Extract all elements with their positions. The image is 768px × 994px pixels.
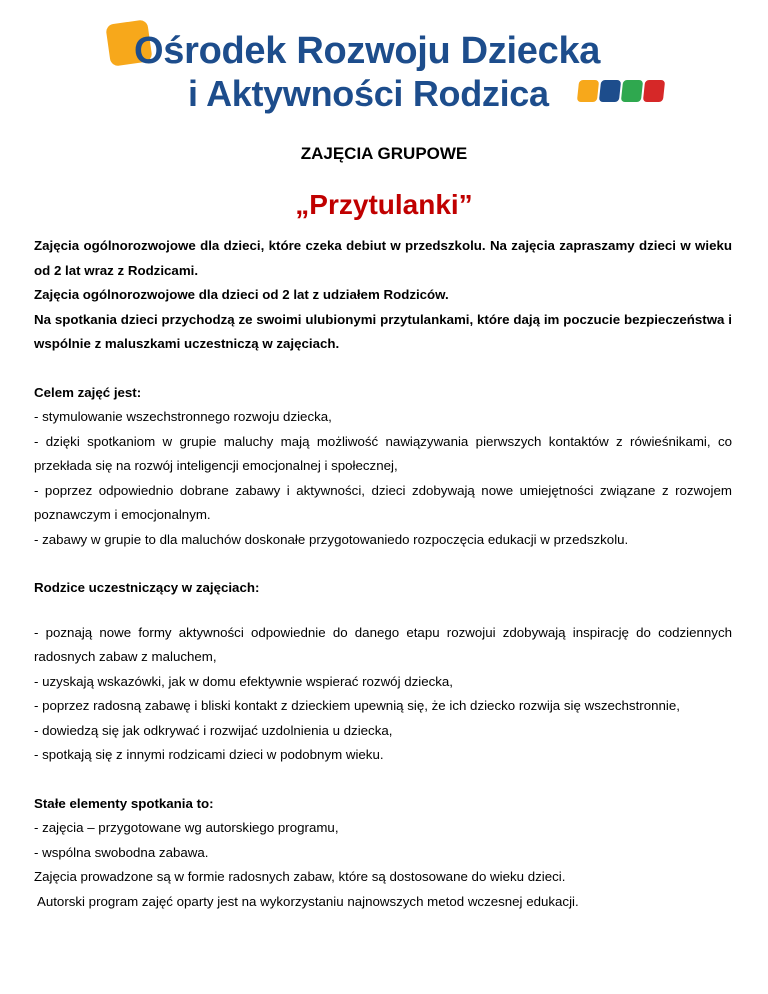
logo: [108, 14, 708, 114]
intro-paragraph-1: Zajęcia ogólnorozwojowe dla dzieci, które czeka debiut w przedszkolu. Na zajęcia zapraszamy dzieci w wieku od 2 lat wraz z Rodzicami.: [34, 238, 732, 278]
section-heading: ZAJĘCIA GRUPOWE: [300, 144, 468, 163]
elements-item: - wspólna swobodna zabawa.: [34, 844, 209, 860]
parents-heading: Rodzice uczestniczący w zajęciach:: [34, 580, 260, 595]
logo-block-green: [621, 80, 643, 102]
document-body: [34, 234, 732, 914]
parents-item: - poprzez radosną zabawę i bliski kontakt z dzieckiem upewnią się, że ich dziecko rozwija się wszechstronnie,: [34, 698, 680, 713]
parents-item: - uzyskają wskazówki, jak w domu efektywnie wspierać rozwój dziecka,: [34, 673, 454, 689]
logo-block-blue: [599, 80, 621, 102]
goals-item: - dzięki spotkaniom w grupie maluchy mają możliwość nawiązywania pierwszych kontaktów z rówieśnikami, co przekłada się na rozwój inteligencji emocjonalnej i społecznej,: [34, 433, 732, 473]
logo-color-blocks: [578, 80, 666, 106]
intro-paragraph-2: Zajęcia ogólnorozwojowe dla dzieci od 2 lat z udziałem Rodziców.: [34, 287, 449, 302]
elements-item: - zajęcia – przygotowane wg autorskiego programu,: [34, 820, 339, 835]
logo-text-line2: i Aktywności Rodzica: [188, 73, 549, 114]
closing-paragraph-2: Autorski program zajęć oparty jest na wykorzystaniu najnowszych metod wczesnej edukacji.: [34, 893, 579, 909]
elements-heading: Stałe elementy spotkania to:: [34, 795, 214, 811]
goals-item: - stymulowanie wszechstronnego rozwoju dziecka,: [34, 409, 332, 424]
closing-paragraph-1: Zajęcia prowadzone są w formie radosnych zabaw, które są dostosowane do wieku dzieci.: [34, 869, 566, 884]
page-title: „Przytulanki”: [295, 189, 473, 220]
parents-item: - dowiedzą się jak odkrywać i rozwijać uzdolnienia u dziecka,: [34, 722, 393, 738]
goals-item: - poprzez odpowiednio dobrane zabawy i aktywności, dzieci zdobywają nowe umiejętności związane z rozwojem poznawczym i emocjonalnym.: [34, 482, 732, 522]
intro-paragraph-3: Na spotkania dzieci przychodzą ze swoimi ulubionymi przytulankami, które dają im poczucie bezpieczeństwa i wspólnie z maluszkami uczestniczą w zajęciach.: [34, 311, 732, 351]
goals-heading: Celem zajęć jest:: [34, 384, 142, 400]
goals-item: - zabawy w grupie to dla maluchów doskonałe przygotowaniedo rozpoczęcia edukacji w przedszkolu.: [34, 531, 629, 547]
logo-text-line1: Ośrodek Rozwoju Dziecka: [134, 30, 601, 72]
logo-block-red: [643, 80, 665, 102]
parents-item: - poznają nowe formy aktywności odpowiednie do danego etapu rozwojui zdobywają inspirację do codziennych radosnych zabaw z maluchem,: [34, 624, 732, 664]
parents-item: - spotkają się z innymi rodzicami dzieci w podobnym wieku.: [34, 747, 384, 762]
logo-block-orange: [577, 80, 599, 102]
